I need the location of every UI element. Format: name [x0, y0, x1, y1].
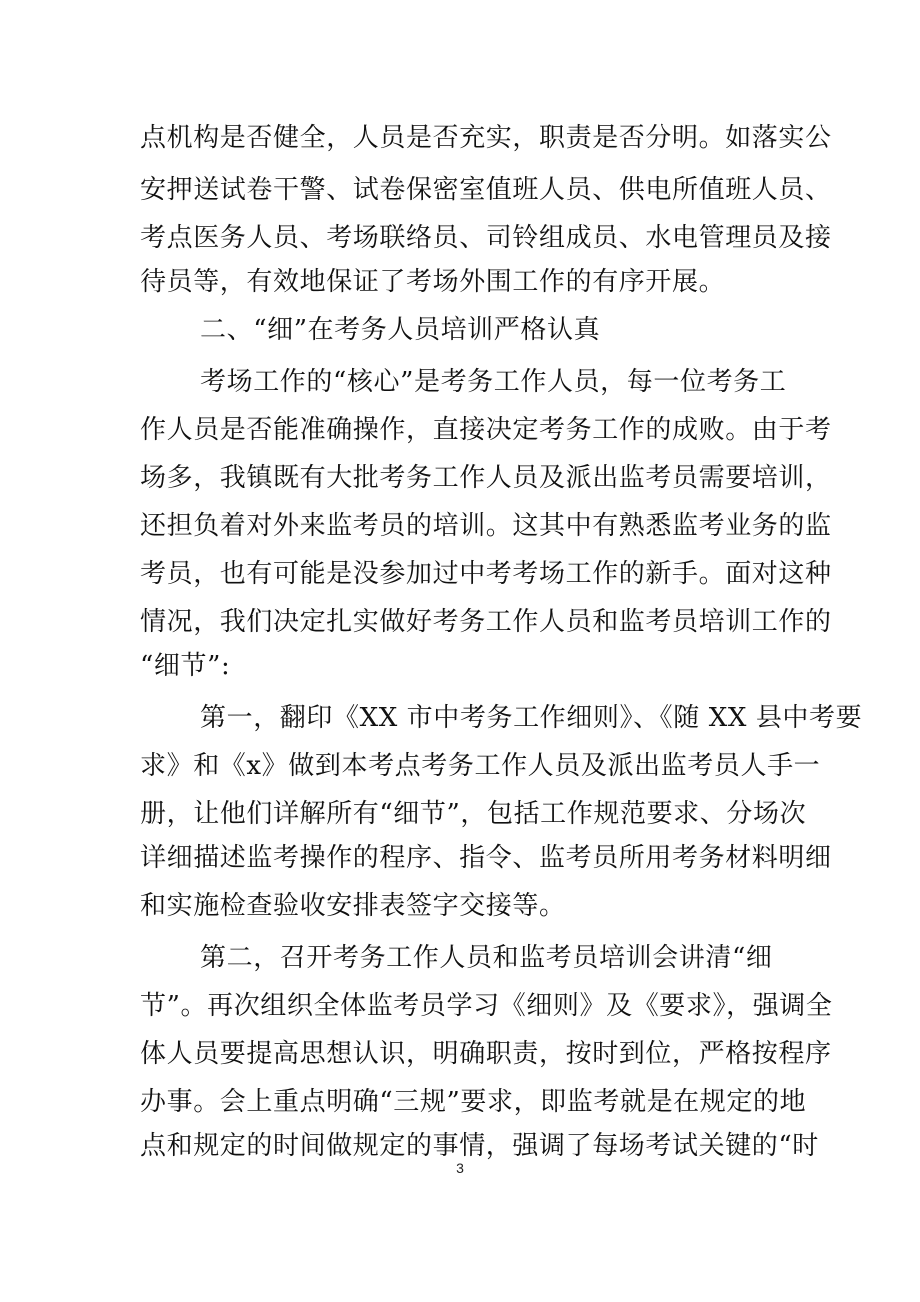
text-line: “细节”:: [140, 651, 231, 681]
text-line: 详细描述监考操作的程序、指令、监考员所用考务材料明细: [140, 843, 832, 873]
text-line: 求》和《x》做到本考点考务工作人员及派出监考员人手一: [140, 751, 821, 781]
text-line: 场多，我镇既有大批考务工作人员及派出监考员需要培训，: [140, 463, 832, 493]
text-line: 点机构是否健全，人员是否充实，职责是否分明。如落实公: [140, 123, 832, 153]
text-line: 考员，也有可能是没参加过中考考场工作的新手。面对这种: [140, 559, 832, 589]
text-line: 还担负着对外来监考员的培训。这其中有熟悉监考业务的监: [140, 511, 832, 541]
text-line: 册，让他们详解所有“细节”，包括工作规范要求、分场次: [140, 799, 807, 829]
text-line: 第二，召开考务工作人员和监考员培训会讲清“细: [200, 943, 773, 973]
text-line: 点和规定的时间做规定的事情，强调了每场考试关键的“时: [140, 1131, 819, 1161]
text-line: 办事。会上重点明确“三规”要求，即监考就是在规定的地: [140, 1087, 807, 1117]
text-line: 第一，翻印《XX 市中考务工作细则》、《随 XX 县中考要: [200, 703, 863, 733]
text-line: 情况，我们决定扎实做好考务工作人员和监考员培训工作的: [140, 607, 832, 637]
text-line: 作人员是否能准确操作，直接决定考务工作的成败。由于考: [140, 415, 832, 445]
section-heading: 二、“细”在考务人员培训严格认真: [200, 315, 601, 345]
text-line: 考场工作的“核心”是考务工作人员，每一位考务工: [200, 367, 787, 397]
text-line: 待员等，有效地保证了考场外围工作的有序开展。: [140, 267, 726, 297]
page-number: 3: [456, 1160, 464, 1176]
text-line: 和实施检查验收安排表签字交接等。: [140, 891, 566, 921]
text-line: 考点医务人员、考场联络员、司铃组成员、水电管理员及接: [140, 223, 832, 253]
text-line: 节”。再次组织全体监考员学习《细则》及《要求》，强调全: [140, 991, 833, 1021]
text-line: 体人员要提高思想认识，明确职责，按时到位，严格按程序: [140, 1039, 832, 1069]
text-line: 安押送试卷干警、试卷保密室值班人员、供电所值班人员、: [140, 175, 832, 205]
